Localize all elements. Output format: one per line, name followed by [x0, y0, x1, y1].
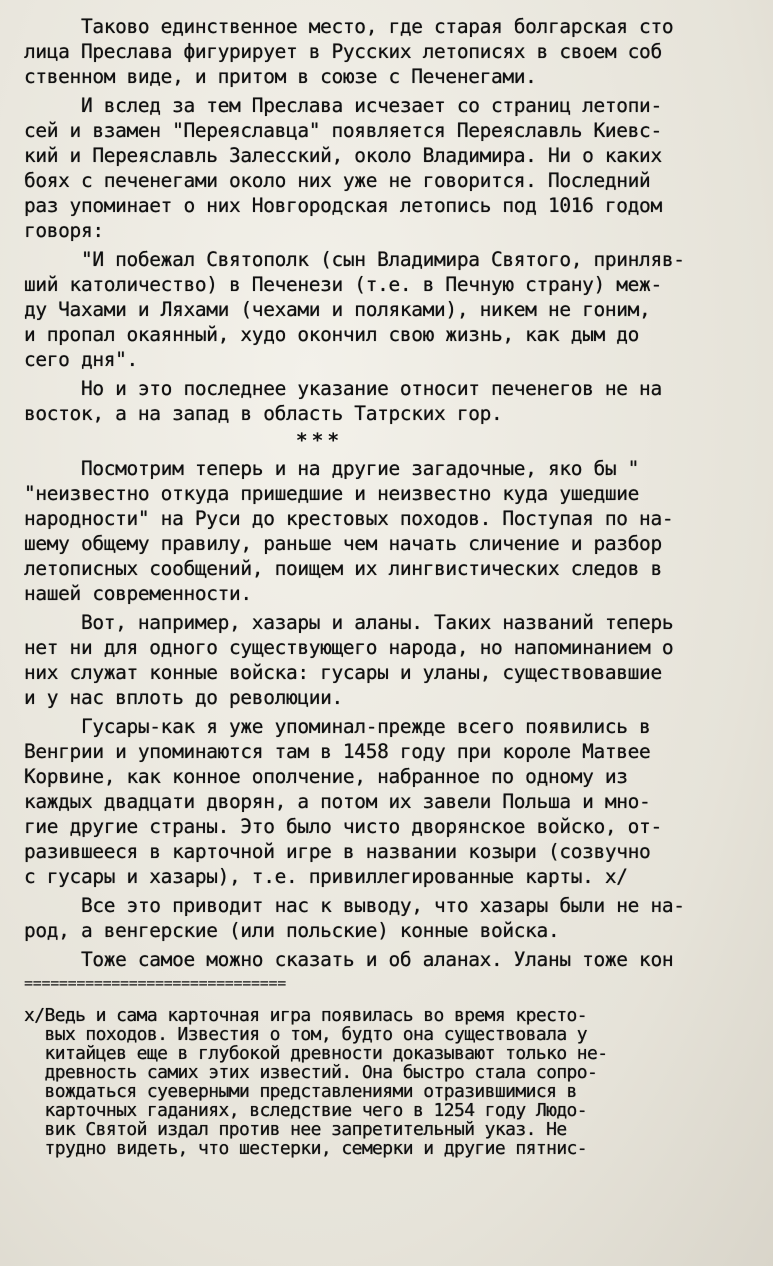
text-line: них служат конные войска: гусары и уланы, существовавшие [24, 661, 662, 684]
text-line: сей и взамен "Переяславца" появляется Переяславль Киевс- [24, 119, 662, 142]
text-line: летописных сообщений, поищем их лингвистических следов в [24, 557, 662, 580]
footnote-line: x/Ведь и сама карточная игра появилась во время кресто- [24, 1006, 588, 1025]
text-line: и пропал окаянный, худо окончил свою жизнь, как дым до [24, 323, 640, 346]
text-line: лица Преслава фигурирует в Русских летописях в своем соб [24, 40, 662, 63]
text-line: и у нас вплоть до революции. [24, 686, 343, 709]
section-divider-stars: *** [295, 429, 344, 452]
text-line: Корвине, как конное ополчение, набранное по одному из [24, 765, 628, 788]
text-line: ду Чахами и Ляхами (чехами и поляками), никем не гоним, [24, 298, 651, 321]
text-line: Тоже самое можно сказать и об аланах. Уланы тоже кон [24, 948, 674, 971]
text-line: сего дня". [24, 348, 138, 371]
text-line: Но и это последнее указание относит печенегов не на [24, 377, 662, 400]
text-line: боях с печенегами около них уже не говорится. Последний [24, 169, 651, 192]
text-line: нашей современности. [24, 582, 252, 605]
text-line: Венгрии и упоминаются там в 1458 году при короле Матвее [24, 740, 651, 763]
text-line: Гусары-как я уже упоминал-прежде всего появились в [24, 715, 651, 738]
text-line: Все это приводит нас к выводу, что хазары были не на- [24, 894, 685, 917]
text-line: Таково единственное место, где старая болгарская сто [24, 15, 674, 38]
text-line: кий и Переяславль Залесский, около Владимира. Ни о каких [24, 144, 662, 167]
text-line: разившееся в карточной игре в названии козыри (созвучно [24, 840, 651, 863]
text-line: Вот, например, хазары и аланы. Таких названий теперь [24, 611, 674, 634]
footnote-line: вождаться суеверными представлениями отразившимися в [24, 1082, 577, 1101]
body-text-bottom [24, 456, 765, 972]
text-line: раз упоминает о них Новгородская летопись под 1016 годом [24, 194, 662, 217]
footnote-line: китайцев еще в глубокой древности доказывают только не- [24, 1044, 608, 1063]
text-line: шему общему правилу, раньше чем начать сличение и разбор [24, 532, 662, 555]
text-line: род, а венгерские (или польские) конные войска. [24, 919, 560, 942]
text-line: И вслед за тем Преслава исчезает со страниц летопи- [24, 94, 662, 117]
text-line: каждых двадцати дворян, а потом их завели Польша и мно- [24, 790, 651, 813]
footnote-line: карточных гаданиях, вследствие чего в 1254 году Людо- [24, 1101, 588, 1120]
text-line: ший католичество) в Печенези (т.е. в Печную страну) меж- [24, 273, 662, 296]
text-line: "неизвестно откуда пришедшие и неизвестно куда ушедшие [24, 482, 640, 505]
text-line: гие другие страны. Это было чисто дворянское войско, от- [24, 815, 662, 838]
text-line: "И побежал Святополк (сын Владимира Святого, принляв- [24, 248, 685, 271]
footnote-line: трудно видеть, что шестерки, семерки и другие пятнис- [24, 1139, 588, 1158]
footnote-line: вых походов. Известия о том, будто она существовала у [24, 1025, 588, 1044]
footnote [24, 1006, 765, 1158]
footnote-line: древность самих этих известий. Она быстро стала сопро- [24, 1063, 598, 1082]
text-line: ственном виде, и притом в союзе с Печенегами. [24, 65, 537, 88]
text-line: восток, а на запад в область Татрских гор. [24, 402, 503, 425]
footnote-line: вик Святой издал против нее запретительный указ. Не [24, 1120, 567, 1139]
text-line: говоря: [24, 219, 104, 242]
text-line: Посмотрим теперь и на другие загадочные, яко бы " [24, 457, 640, 480]
text-line: народности" на Руси до крестовых походов. Поступая по на- [24, 507, 674, 530]
text-line: нет ни для одного существующего народа, но напоминанием о [24, 636, 674, 659]
body-text-top [24, 14, 765, 426]
text-line: с гусары и хазары), т.е. привиллегированные карты. x/ [24, 865, 628, 888]
footnote-separator: ============================== [24, 974, 286, 992]
